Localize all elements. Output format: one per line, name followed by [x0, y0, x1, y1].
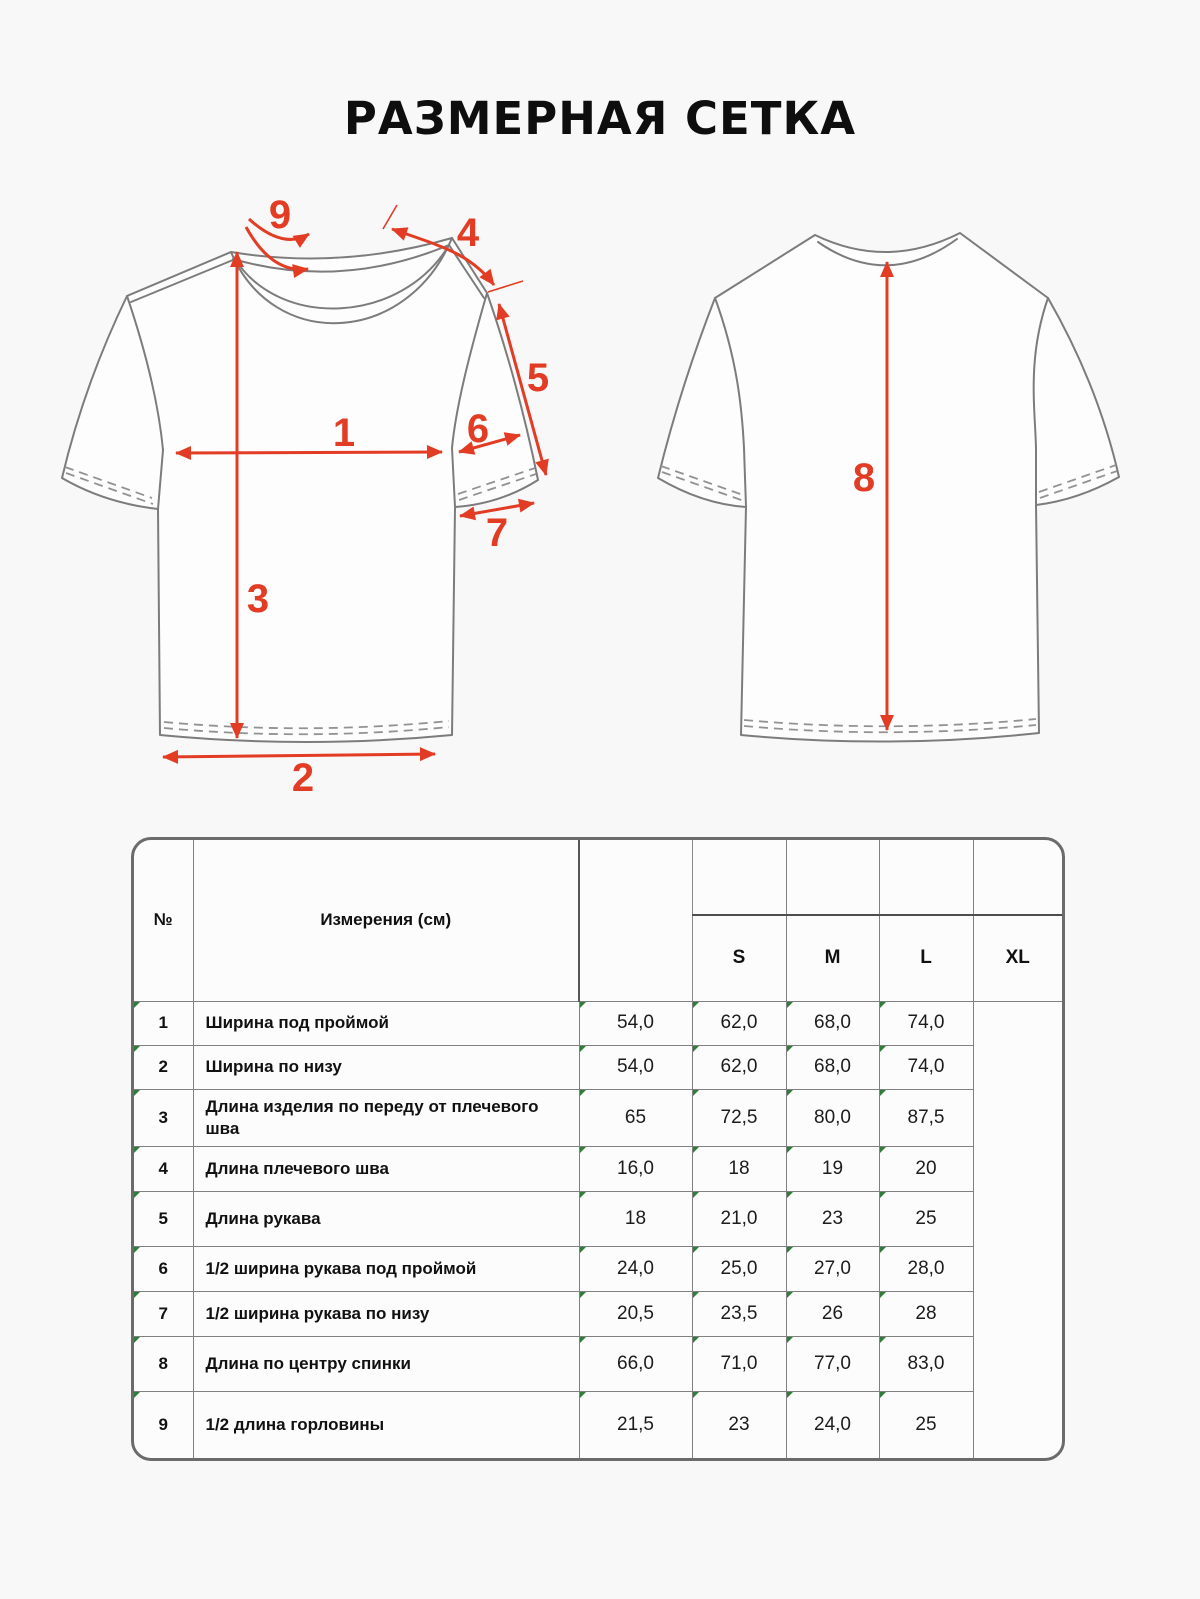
label-sleeve-width-hem: 7	[485, 511, 509, 555]
size-table	[134, 840, 1062, 1458]
label-half-neck-length: 9	[268, 193, 292, 237]
size-value-s: 24,0	[579, 1246, 692, 1291]
size-value-xl: 74,0	[879, 1001, 973, 1045]
table-row	[134, 1291, 1062, 1336]
table-row	[134, 1089, 1062, 1146]
size-header-spacer	[692, 840, 786, 915]
measurement-name: 1/2 ширина рукава под проймой	[193, 1246, 579, 1291]
label-center-back-length: 8	[852, 456, 876, 500]
size-value-m: 62,0	[692, 1001, 786, 1045]
size-value-xl: 25	[879, 1391, 973, 1458]
label-hem-width: 2	[291, 756, 315, 800]
size-value-m: 71,0	[692, 1336, 786, 1391]
size-value-s: 20,5	[579, 1291, 692, 1336]
size-value-xl: 83,0	[879, 1336, 973, 1391]
size-value-l: 68,0	[786, 1045, 879, 1089]
column-header-number: №	[134, 840, 193, 1001]
table-row	[134, 1001, 1062, 1045]
size-value-m: 23,5	[692, 1291, 786, 1336]
size-header-s: S	[692, 915, 786, 1001]
table-row	[134, 1246, 1062, 1291]
measurement-name: Длина рукава	[193, 1191, 579, 1246]
size-value-l: 19	[786, 1146, 879, 1191]
size-value-l: 23	[786, 1191, 879, 1246]
size-value-xl: 28,0	[879, 1246, 973, 1291]
column-header-measurement: Измерения (см)	[193, 840, 579, 1001]
size-table-container	[131, 837, 1065, 1461]
label-chest-width: 1	[332, 411, 356, 455]
spacer-column	[579, 840, 692, 1001]
size-value-m: 23	[692, 1391, 786, 1458]
size-header-xl: XL	[973, 915, 1062, 1001]
measurement-name: 1/2 ширина рукава по низу	[193, 1291, 579, 1336]
size-value-xl: 74,0	[879, 1045, 973, 1089]
measurement-name: Ширина под проймой	[193, 1001, 579, 1045]
size-value-s: 65	[579, 1089, 692, 1146]
size-value-s: 54,0	[579, 1001, 692, 1045]
table-row	[134, 1146, 1062, 1191]
table-header-row-top	[134, 840, 1062, 915]
size-value-m: 62,0	[692, 1045, 786, 1089]
size-header-spacer	[879, 840, 973, 915]
size-value-xl: 20	[879, 1146, 973, 1191]
measurement-name: Длина по центру спинки	[193, 1336, 579, 1391]
measurement-name: 1/2 длина горловины	[193, 1391, 579, 1458]
size-value-m: 72,5	[692, 1089, 786, 1146]
row-number: 3	[134, 1089, 193, 1146]
tshirt-front-drawing	[62, 193, 549, 800]
row-number: 6	[134, 1246, 193, 1291]
table-row	[134, 1336, 1062, 1391]
size-value-l: 26	[786, 1291, 879, 1336]
shoulder-seam-tick-neck	[383, 205, 397, 229]
size-value-s: 66,0	[579, 1336, 692, 1391]
size-value-xl: 25	[879, 1191, 973, 1246]
row-number: 9	[134, 1391, 193, 1458]
size-header-spacer	[973, 840, 1062, 915]
size-value-xl: 28	[879, 1291, 973, 1336]
table-row	[134, 1045, 1062, 1089]
size-header-spacer	[786, 840, 879, 915]
size-value-m: 21,0	[692, 1191, 786, 1246]
size-value-s: 54,0	[579, 1045, 692, 1089]
row-number: 4	[134, 1146, 193, 1191]
label-sleeve-length: 5	[526, 356, 550, 400]
size-header-l: L	[879, 915, 973, 1001]
size-header-m: M	[786, 915, 879, 1001]
size-value-m: 25,0	[692, 1246, 786, 1291]
table-row	[134, 1391, 1062, 1458]
size-value-xl: 87,5	[879, 1089, 973, 1146]
arrow-chest-width	[176, 452, 442, 453]
size-value-l: 27,0	[786, 1246, 879, 1291]
label-front-length: 3	[246, 577, 270, 621]
label-sleeve-width-armhole: 6	[466, 407, 490, 451]
tshirt-back-drawing	[658, 233, 1119, 742]
label-shoulder-seam: 4	[456, 211, 480, 255]
table-row	[134, 1191, 1062, 1246]
row-number: 1	[134, 1001, 193, 1045]
size-value-s: 21,5	[579, 1391, 692, 1458]
row-number: 7	[134, 1291, 193, 1336]
size-value-l: 24,0	[786, 1391, 879, 1458]
measurement-name: Длина плечевого шва	[193, 1146, 579, 1191]
row-number: 5	[134, 1191, 193, 1246]
size-value-l: 77,0	[786, 1336, 879, 1391]
row-number: 8	[134, 1336, 193, 1391]
measurement-name: Ширина по низу	[193, 1045, 579, 1089]
size-value-l: 80,0	[786, 1089, 879, 1146]
page-title: РАЗМЕРНАЯ СЕТКА	[343, 92, 857, 145]
measurement-name: Длина изделия по переду от плечевого шва	[193, 1089, 579, 1146]
size-value-s: 18	[579, 1191, 692, 1246]
row-number: 2	[134, 1045, 193, 1089]
size-value-m: 18	[692, 1146, 786, 1191]
size-value-l: 68,0	[786, 1001, 879, 1045]
size-value-s: 16,0	[579, 1146, 692, 1191]
